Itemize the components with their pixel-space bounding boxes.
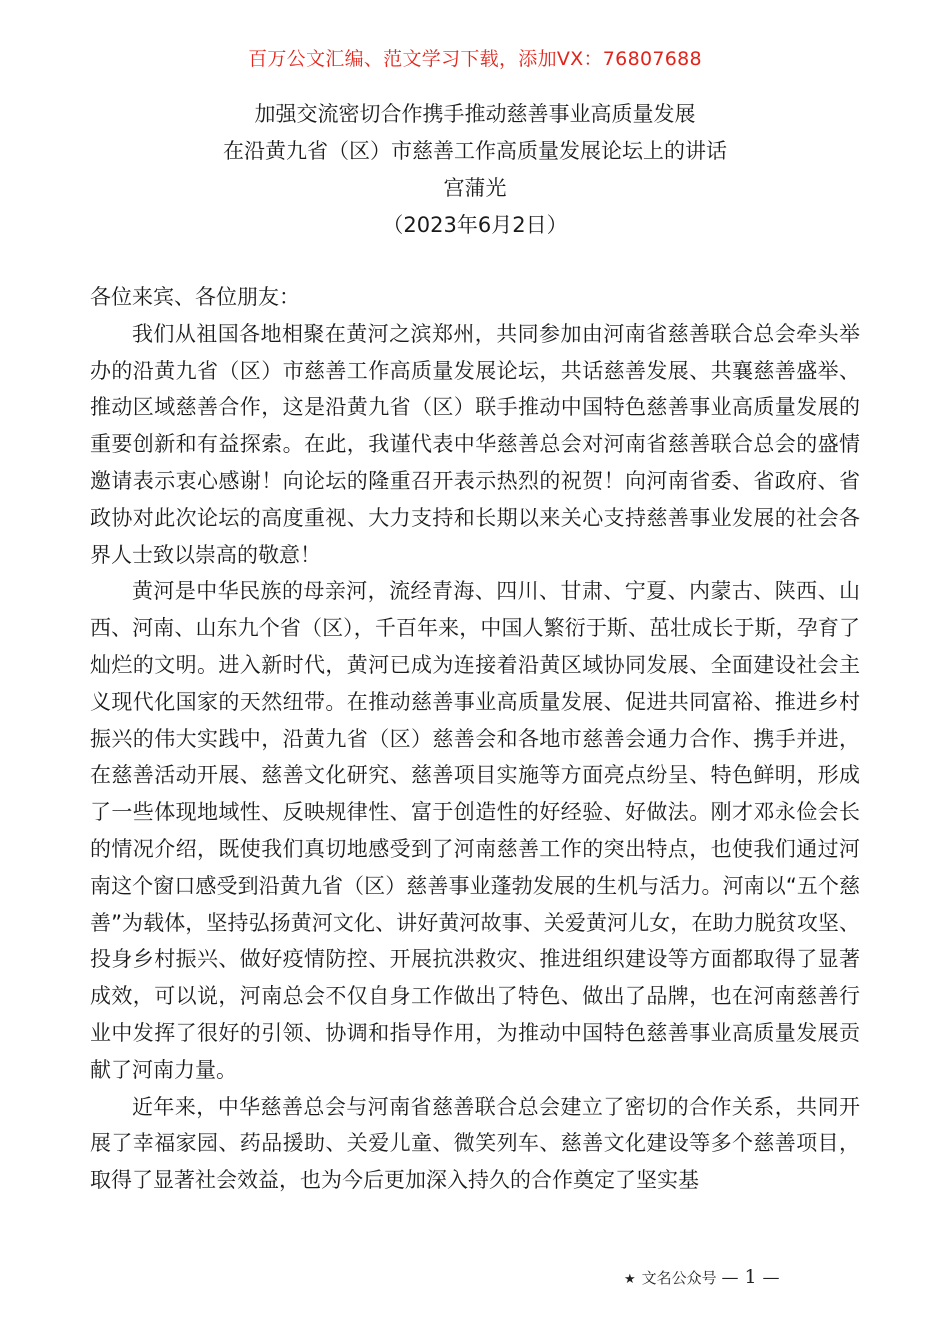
speech-date: （2023年6月2日） [382,213,568,237]
page-footer [624,1265,780,1292]
footer-dash-right: — [762,1268,780,1288]
document-body [90,279,860,1199]
footer-label: 文名公众号 [641,1269,717,1287]
star-icon: ★ [624,1272,636,1287]
body-paragraph: 黄河是中华民族的母亲河，流经青海、四川、甘肃、宁夏、内蒙古、陕西、山西、河南、山东九个省（区），千百年来，中国人繁衍于斯、茁壮成长于斯，孕育了灿烂的文明。进入新时代，黄河已成为连接着沿黄区域协同发展、全面建设社会主义现代化国家的天然纽带。在推动慈善事业高质量发展、促进共同富裕、推进乡村振兴的伟大实践中，沿黄九省（区）慈善会和各地市慈善会通力合作、携手并进，在慈善活动开展、慈善文化研究、慈善项目实施等方面亮点纷呈、特色鲜明，形成了一些体现地域性、反映规律性、富于创造性的好经验、好做法。刚才邓永俭会长的情况介绍，既使我们真切地感受到了河南慈善工作的突出特点，也使我们通过河南这个窗口感受到沿黄九省（区）慈善事业蓬勃发展的生机与活力。河南以“五个慈善”为载体，坚持弘扬黄河文化、讲好黄河故事、关爱黄河儿女，在助力脱贫攻坚、投身乡村振兴、做好疫情防控、开展抗洪救灾、推进组织建设等方面都取得了显著成效，可以说，河南总会不仅自身工作做出了特色、做出了品牌，也在河南慈善行业中发挥了很好的引领、协调和指导作用，为推动中国特色慈善事业高质量发展贡献了河南力量。 [90,579,860,1082]
page-number: 1 [744,1266,757,1288]
document-subtitle: 在沿黄九省（区）市慈善工作高质量发展论坛上的讲话 [223,139,727,163]
body-paragraph: 近年来，中华慈善总会与河南省慈善联合总会建立了密切的合作关系，共同开展了幸福家园、药品援助、关爱儿童、微笑列车、慈善文化建设等多个慈善项目，取得了显著社会效益，也为今后更加深入持久的合作奠定了坚实基 [90,1094,860,1193]
salutation: 各位来宾、各位朋友： [90,285,300,309]
footer-dash-left: — [721,1268,739,1288]
author-name: 宫蒲光 [443,176,507,200]
body-paragraph: 我们从祖国各地相聚在黄河之滨郑州，共同参加由河南省慈善联合总会牵头举办的沿黄九省（区）市慈善工作高质量发展论坛，共话慈善发展、共襄慈善盛举、推动区域慈善合作，这是沿黄九省（区）联手推动中国特色慈善事业高质量发展的重要创新和有益探索。在此，我谨代表中华慈善总会对河南省慈善联合总会的盛情邀请表示衷心感谢！向论坛的隆重召开表示热烈的祝贺！向河南省委、省政府、省政协对此次论坛的高度重视、大力支持和长期以来关心支持慈善事业发展的社会各界人士致以崇高的敬意！ [90,321,860,567]
document-title: 加强交流密切合作携手推动慈善事业高质量发展 [254,102,696,126]
header-banner: 百万公文汇编、范文学习下载，添加VX：76807688 [248,48,702,70]
title-block [0,96,950,244]
